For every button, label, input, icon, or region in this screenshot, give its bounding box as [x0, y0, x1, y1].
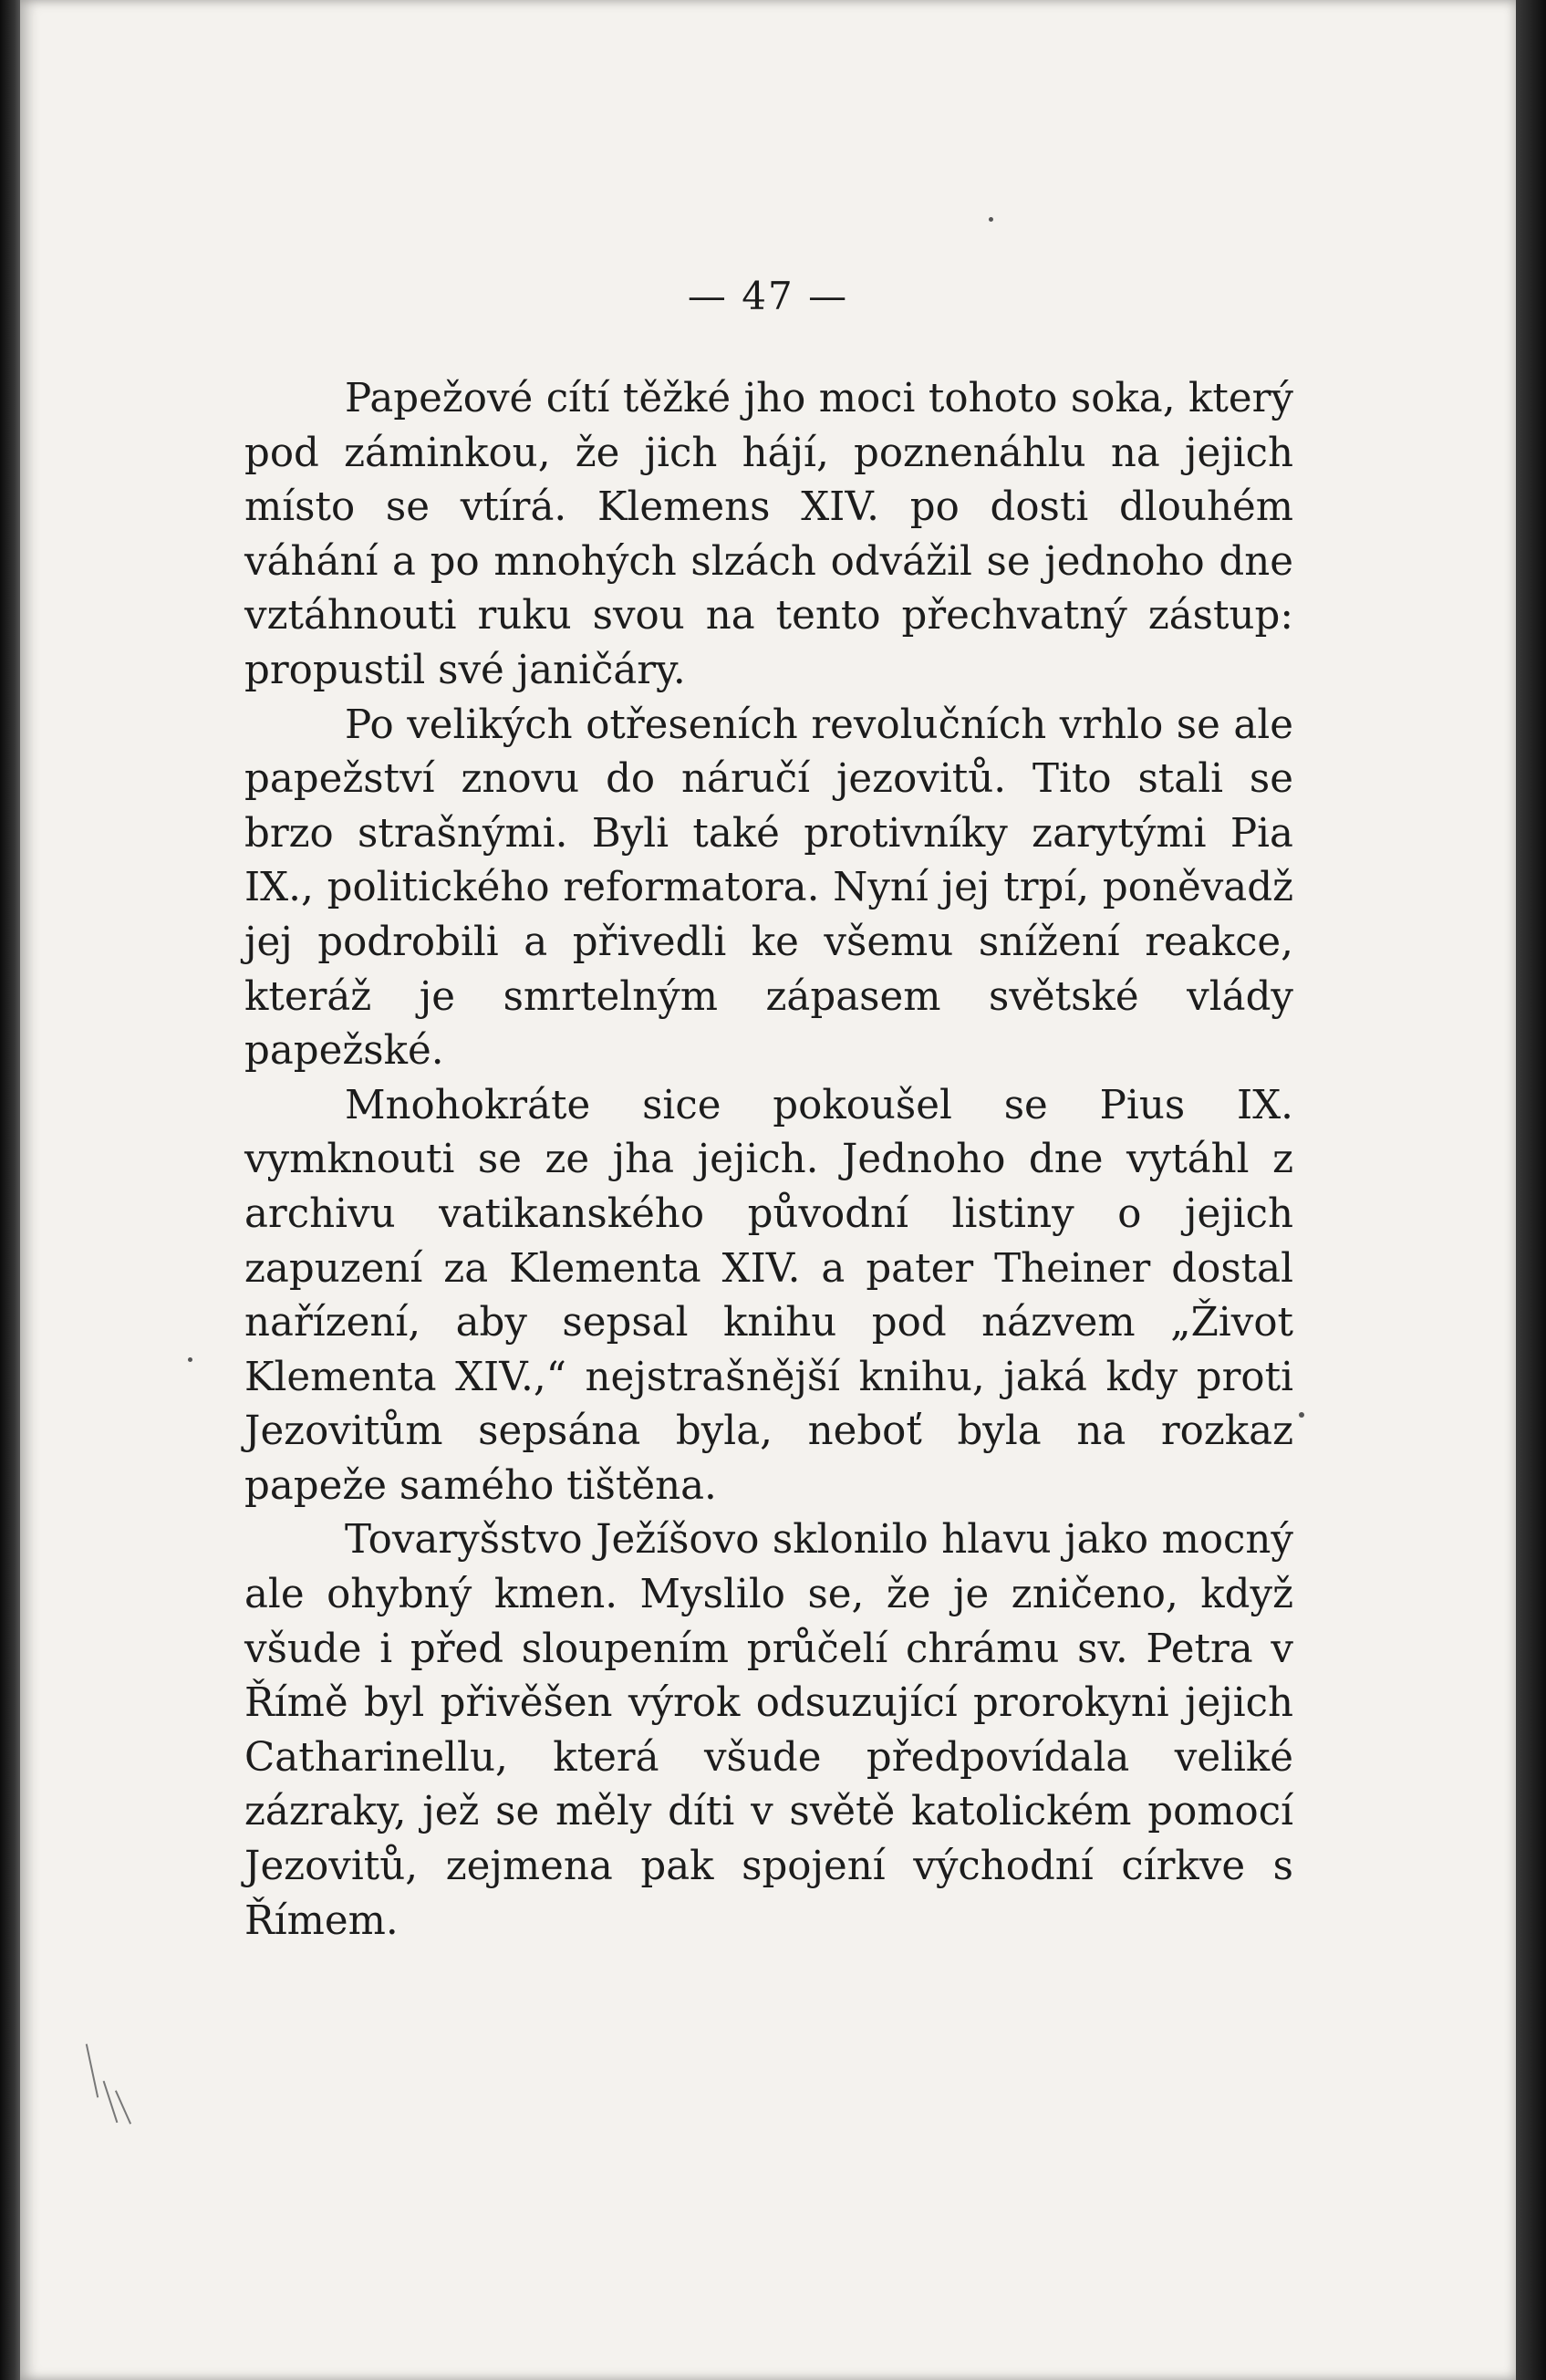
body-text — [244, 372, 1293, 1949]
scan-scratch — [86, 2043, 99, 2097]
paragraph: Papežové cítí těžké jho moci tohoto soka, který pod záminkou, že jich hájí, poznenáhlu na jejich místo se vtírá. Klemens XIV. po dosti dlouhém váhání a po mnohých slzách odvážil se jednoho dne vztáhnouti ruku svou na tento přechvatný zástup: propustil své janičáry. — [244, 376, 1293, 693]
page-number: — 47 — — [687, 274, 849, 318]
paragraph: Mnohokráte sice pokoušel se Pius IX. vymknouti se ze jha jejich. Jednoho dne vytáhl z archivu vatikanského původní listiny o jejich zapuzení za Klementa XIV. a pater Theiner dostal nařízení, aby sepsal knihu pod názvem „Život Klementa XIV.,“ nejstrašnější knihu, jaká kdy proti Jezovitům sepsána byla, neboť byla na rozkaz papeže samého tištěna. — [244, 1082, 1293, 1509]
scan-speck — [989, 217, 993, 222]
scan-right-edge — [1516, 0, 1546, 2380]
scan-scratch — [103, 2081, 119, 2123]
scan-left-edge — [0, 0, 20, 2380]
scan-speck — [1299, 1412, 1304, 1418]
scan-scratch — [115, 2090, 131, 2124]
paragraph: Po velikých otřeseních revolučních vrhlo se ale papežství znovu do náručí jezovitů. Tito stali se brzo strašnými. Byli také protivníky zarytými Pia IX., politického reformatora. Nyní jej trpí, poněvadž jej podrobili a přivedli ke všemu snížení reakce, kteráž je smrtelným zápasem světské vlády papežské. — [244, 702, 1293, 1075]
scan-speck — [188, 1357, 192, 1362]
paragraph: Tovaryšstvo Ježíšovo sklonilo hlavu jako mocný ale ohybný kmen. Myslilo se, že je zničeno, když všude i před sloupením průčelí chrámu sv. Petra v Římě byl přivěšen výrok odsuzující prorokyni jejich Catharinellu, která všude předpovídala veliké zázraky, jež se měly díti v světě katolickém pomocí Jezovitů, zejmena pak spojení východní církve s Římem. — [244, 1517, 1293, 1944]
book-page — [20, 0, 1516, 2380]
